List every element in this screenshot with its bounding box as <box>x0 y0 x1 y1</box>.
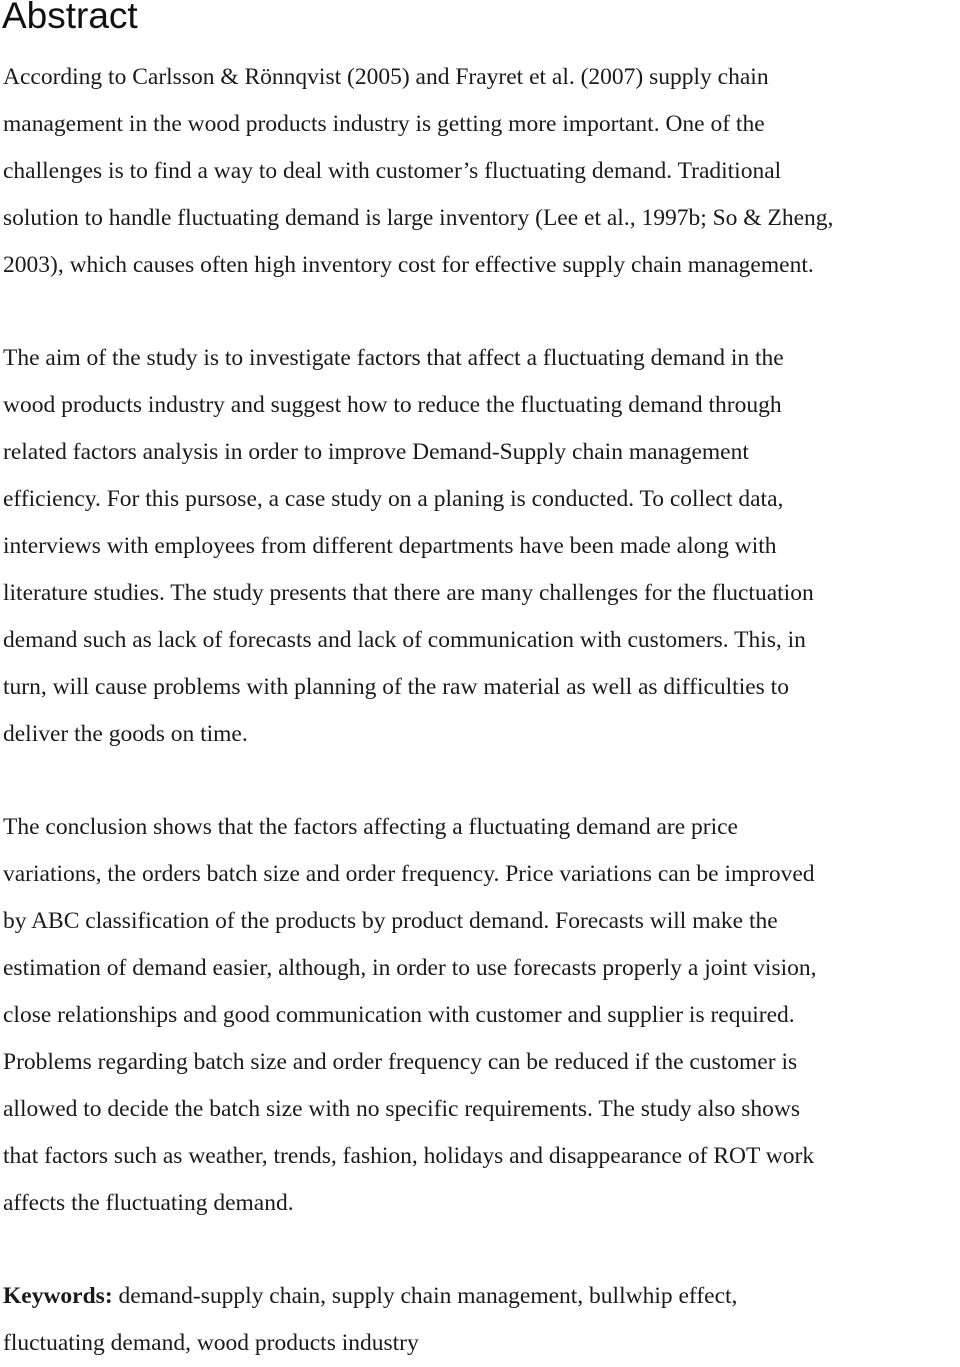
text-line: allowed to decide the batch size with no specific requirements. The study also shows <box>3 1096 801 1122</box>
text-line: solution to handle fluctuating demand is large inventory (Lee et al., 1997b; So & Zheng, <box>3 205 834 231</box>
abstract-heading: Abstract <box>2 0 138 36</box>
text-line: The conclusion shows that the factors affecting a fluctuating demand are price <box>3 814 738 840</box>
text-line: 2003), which causes often high inventory cost for effective supply chain management. <box>3 252 814 278</box>
text-line: The aim of the study is to investigate factors that affect a fluctuating demand in the <box>3 345 784 371</box>
keywords-text: demand-supply chain, supply chain management, bullwhip effect, <box>112 1283 738 1309</box>
text-line: efficiency. For this pursose, a case study on a planing is conducted. To collect data, <box>3 486 784 512</box>
keywords-line-1 <box>3 1273 958 1320</box>
text-line: turn, will cause problems with planning of the raw material as well as difficulties to <box>3 674 789 700</box>
text-line: challenges is to find a way to deal with customer’s fluctuating demand. Traditional <box>3 158 782 184</box>
keywords-paragraph <box>3 1273 958 1367</box>
text-line: interviews with employees from different departments have been made along with <box>3 533 777 559</box>
keywords-label: Keywords: <box>3 1283 113 1309</box>
abstract-paragraph-3 <box>3 804 958 1227</box>
text-line: deliver the goods on time. <box>3 721 248 747</box>
text-line: According to Carlsson & Rönnqvist (2005) and Frayret et al. (2007) supply chain <box>3 64 769 90</box>
text-line: variations, the orders batch size and order frequency. Price variations can be improved <box>3 861 815 887</box>
text-line: management in the wood products industry is getting more important. One of the <box>3 111 765 137</box>
text-line: Problems regarding batch size and order frequency can be reduced if the customer is <box>3 1049 798 1075</box>
text-line: close relationships and good communication with customer and supplier is required. <box>3 1002 795 1028</box>
text-line: affects the fluctuating demand. <box>3 1190 294 1216</box>
text-line: by ABC classification of the products by product demand. Forecasts will make the <box>3 908 778 934</box>
abstract-paragraph-2 <box>3 335 958 758</box>
text-line: literature studies. The study presents that there are many challenges for the fluctuation <box>3 580 814 606</box>
abstract-paragraph-1 <box>3 54 958 289</box>
text-line: demand such as lack of forecasts and lack of communication with customers. This, in <box>3 627 806 653</box>
text-line: that factors such as weather, trends, fashion, holidays and disappearance of ROT work <box>3 1143 815 1169</box>
keywords-line-2: fluctuating demand, wood products industry <box>3 1330 419 1356</box>
text-line: related factors analysis in order to improve Demand-Supply chain management <box>3 439 749 465</box>
text-line: estimation of demand easier, although, in order to use forecasts properly a joint vision, <box>3 955 817 981</box>
text-line: wood products industry and suggest how to reduce the fluctuating demand through <box>3 392 782 418</box>
